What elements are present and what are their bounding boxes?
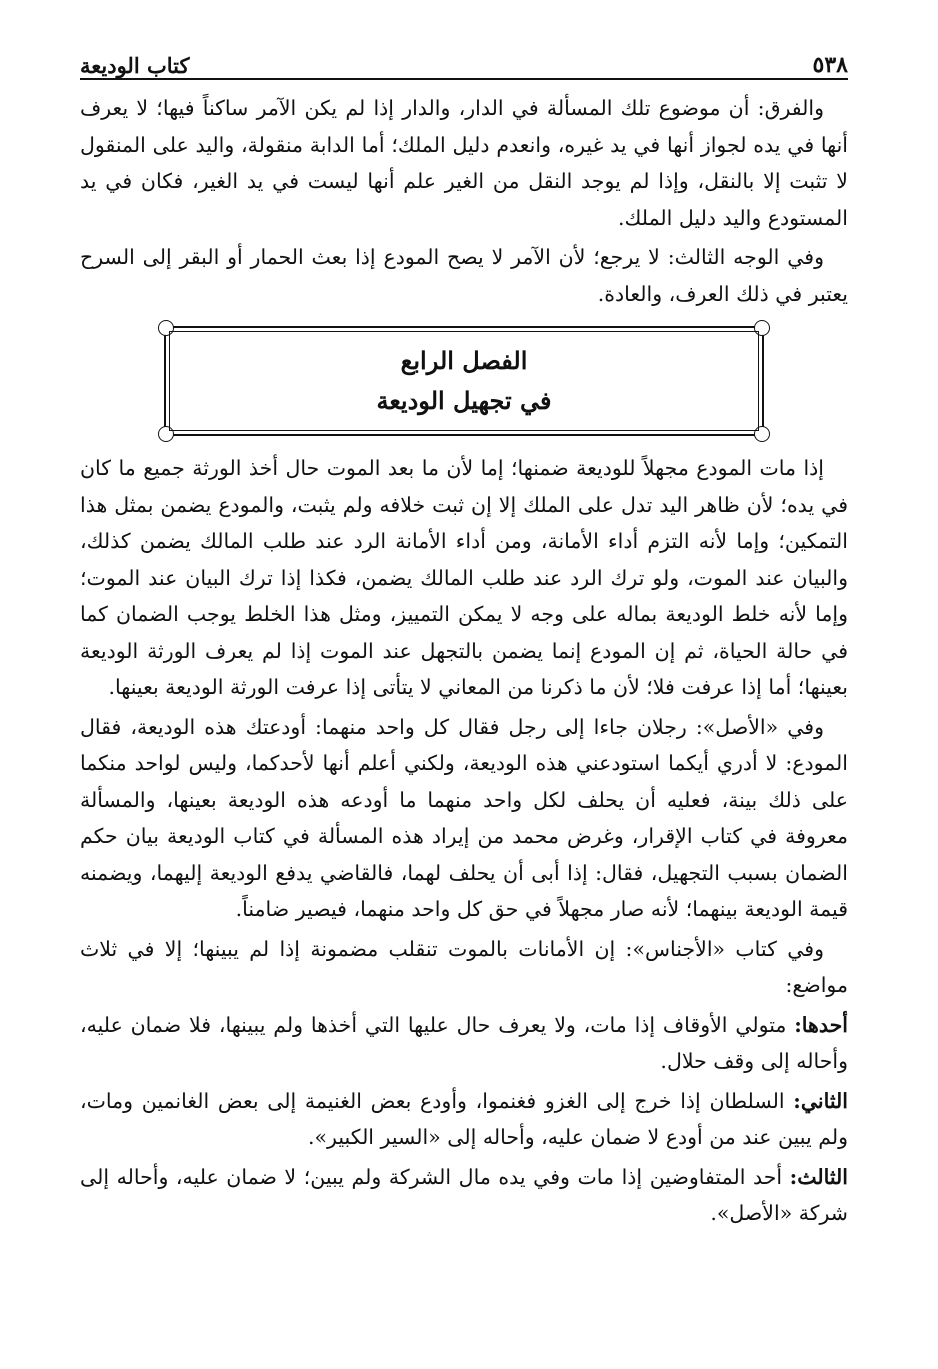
exception-item [80, 1159, 848, 1232]
exception-text: السلطان إذا خرج إلى الغزو فغنموا، وأودع بعض الغنيمة إلى بعض الغانمين ومات، ولم يبين عند من أودع لا ضمان عليه، وأحاله إلى «السير الكبير». [80, 1088, 848, 1149]
exception-text: أحد المتفاوضين إذا مات وفي يده مال الشركة ولم يبين؛ لا ضمان عليه، وأحاله إلى شركة «الأصل». [80, 1164, 848, 1225]
exception-lead: الثالث: [789, 1164, 848, 1189]
exception-lead: الثاني: [793, 1088, 848, 1113]
paragraph: وفي الوجه الثالث: لا يرجع؛ لأن الآمر لا يصح المودع إذا بعث الحمار أو البقر إلى السرح يعتبر في ذلك العرف، والعادة. [80, 245, 848, 306]
paragraph: والفرق: أن موضوع تلك المسألة في الدار، والدار إذا لم يكن الآمر ساكناً فيها؛ لا يعرف أنها في يده لجواز أنها في يد غيره، وانعدم دليل الملك؛ أما الدابة منقولة، واليد على المنقول لا تثبت إلا بالنقل، وإذا لم يوجد النقل من الغير علم أنها ليست في يد الغير، فكان في يد المستودع واليد دليل الملك. [80, 96, 848, 230]
page-header [80, 40, 848, 80]
chapter-subtitle: في تجهيل الوديعة [376, 386, 552, 415]
chapter-heading-frame [164, 326, 764, 436]
running-title: كتاب الوديعة [80, 53, 190, 78]
exception-text: متولي الأوقاف إذا مات، ولا يعرف حال عليها التي أخذها ولم يبينها، فلا ضمان عليه، وأحاله إلى وقف حلال. [80, 1012, 848, 1073]
paragraph: وفي «الأصل»: رجلان جاءا إلى رجل فقال كل واحد منهما: أودعتك هذه الوديعة، فقال المودع: لا أدري أيكما استودعني هذه الوديعة، ولكني أعلم أنها لأحدكما، وليس لواحد منكما على ذلك بينة، فعليه أن يحلف لكل واحد منهما ما أودعه هذه الوديعة بعينها، والمسألة معروفة في كتاب الإقرار، وغرض محمد من إيراد هذه المسألة في كتاب الوديعة بيان حكم الضمان بسبب التجهيل، فقال: إذا أبى أن يحلف لهما، فالقاضي يدفع الوديعة إليهما، ويضمنه قيمة الوديعة بينهما؛ لأنه صار مجهلاً في حق كل واحد منهما، فيصير ضامناً. [80, 714, 848, 921]
book-page [80, 40, 848, 1369]
paragraph: وفي كتاب «الأجناس»: إن الأمانات بالموت تنقلب مضمونة إذا لم يبينها؛ إلا في ثلاث مواضع: [80, 936, 848, 997]
chapter-title: الفصل الرابع [400, 346, 528, 375]
exception-item [80, 1083, 848, 1156]
exception-lead: أحدها: [794, 1012, 848, 1037]
chapter-heading [164, 326, 764, 436]
paragraph: إذا مات المودع مجهلاً للوديعة ضمنها؛ إما لأن ما بعد الموت حال أخذ الورثة جميع ما كان في يده؛ لأن ظاهر اليد تدل على الملك إلا إن ثبت خلافه ولم يثبت، والمودع يضمن بمثل هذا التمكين؛ وإما لأنه التزم أداء الأمانة، ومن أداء الأمانة الرد عند طلب المالك يضمن كذلك، والبيان عند الموت، ولو ترك الرد عند طلب المالك يضمن، فكذا إذا ترك البيان عند الموت؛ وإما لأنه خلط الوديعة بماله على وجه لا يمكن التمييز، ومثل هذا الخلط يوجب الضمان كما في حالة الحياة، ثم إن المودع إنما يضمن بالتجهل عند الموت إذا لم يعرف الورثة الوديعة بعينها؛ أما إذا عرفت فلا؛ لأن ما ذكرنا من المعاني لا يتأتى إذا عرفت الورثة الوديعة بعينها. [80, 456, 848, 699]
page-number: ٥٣٨ [812, 52, 848, 78]
exception-item [80, 1007, 848, 1080]
